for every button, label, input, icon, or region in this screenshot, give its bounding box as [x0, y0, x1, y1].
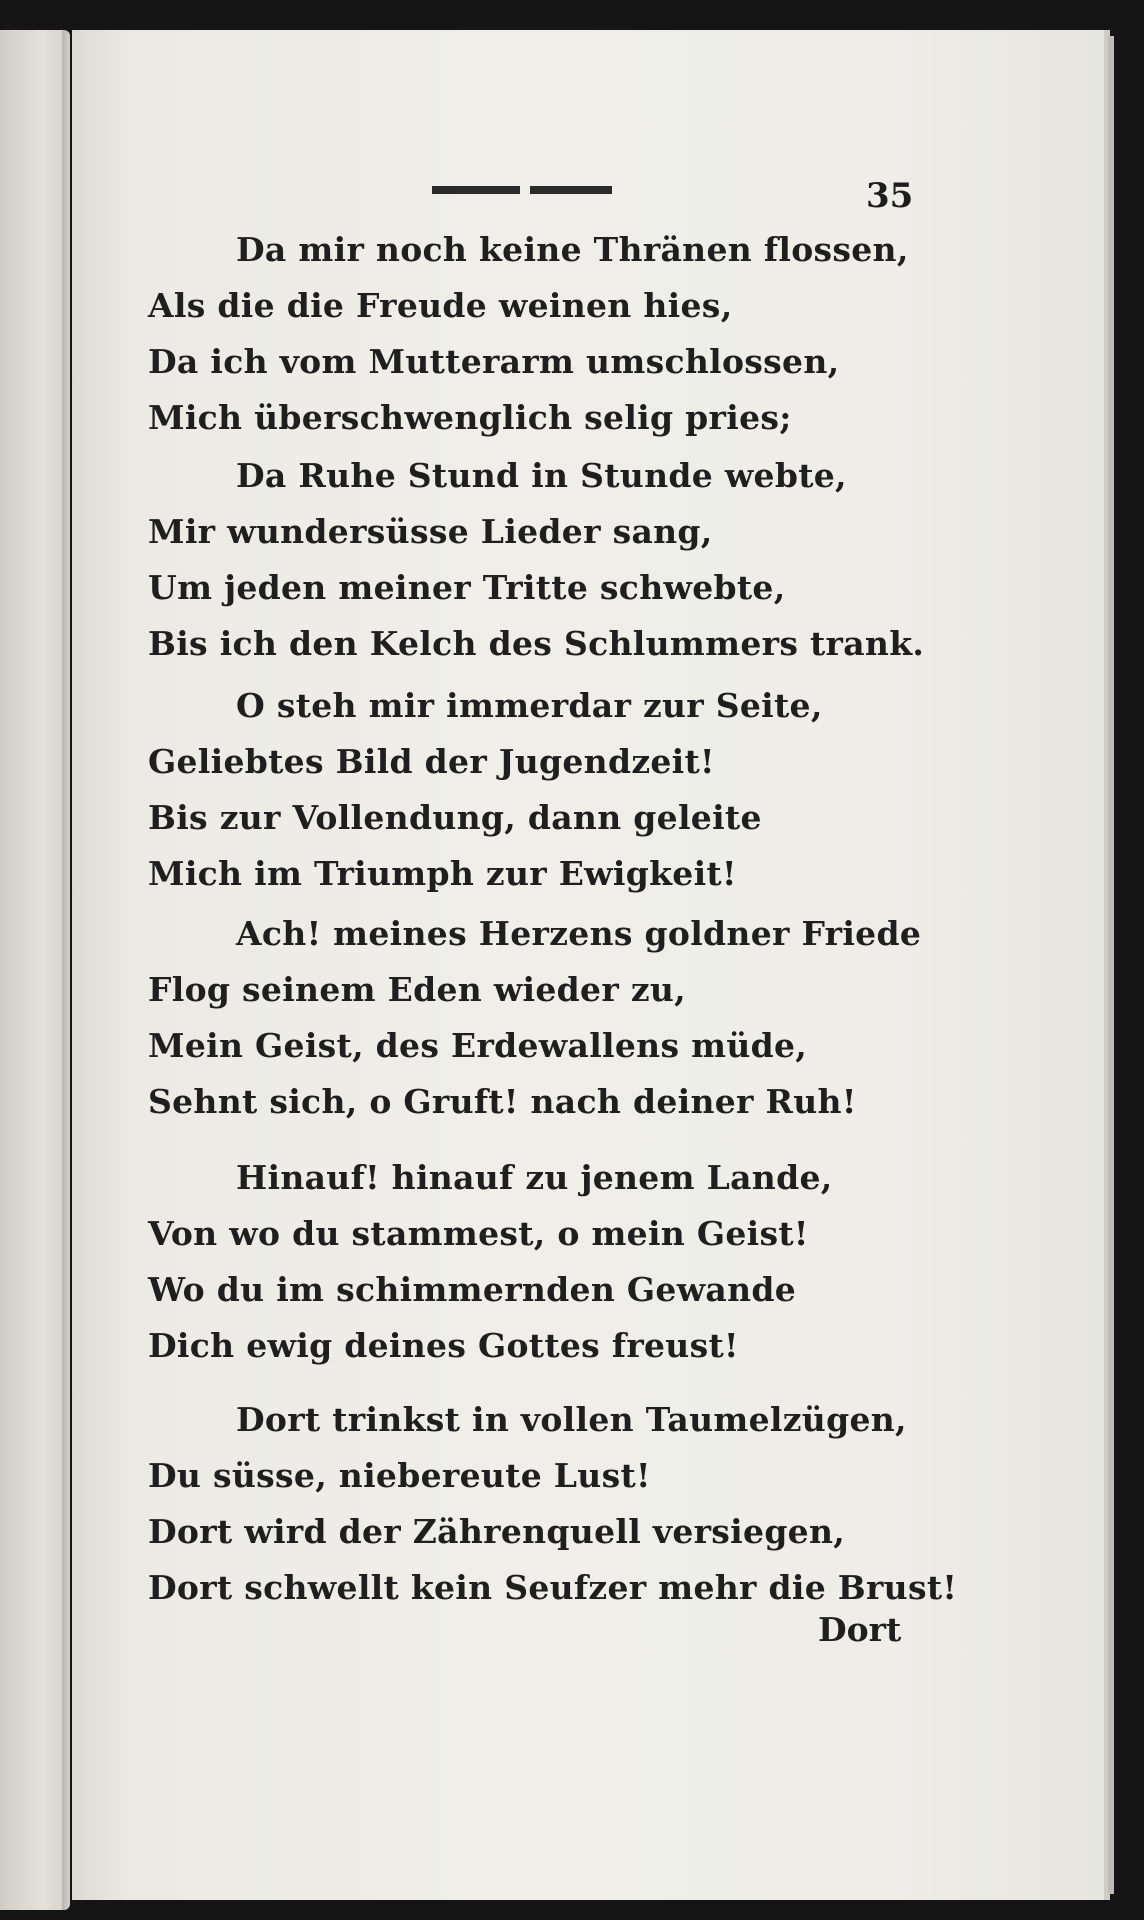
verse-line: Hinauf! hinauf zu jenem Lande, — [236, 1158, 833, 1197]
facing-page-edge — [0, 30, 70, 1910]
page-edge — [1108, 36, 1114, 1894]
verse-line: Mein Geist, des Erdewallens müde, — [148, 1026, 808, 1065]
verse-line: Als die die Freude weinen hies, — [148, 286, 733, 325]
verse-line: Von wo du stammest, o mein Geist! — [148, 1214, 809, 1253]
verse-line: Da ich vom Mutterarm umschlossen, — [148, 342, 840, 381]
verse-line: Dort wird der Zährenquell versiegen, — [148, 1512, 846, 1551]
verse-line: Mich überschwenglich selig pries; — [148, 398, 792, 437]
verse-line: Ach! meines Herzens goldner Friede — [236, 914, 922, 953]
verse-line: Bis zur Vollendung, dann geleite — [148, 798, 762, 837]
catchword: Dort — [818, 1610, 902, 1649]
header-ornament-rule-left — [432, 186, 520, 194]
gutter-shadow — [62, 30, 70, 1910]
page-number: 35 — [866, 176, 914, 216]
verse-line: Wo du im schimmernden Gewande — [148, 1270, 797, 1309]
verse-line: Du süsse, niebereute Lust! — [148, 1456, 651, 1495]
verse-line: Da Ruhe Stund in Stunde webte, — [236, 456, 847, 495]
header-ornament-rule-right — [530, 186, 612, 194]
verse-line: Mich im Triumph zur Ewigkeit! — [148, 854, 737, 893]
stanza-1 — [148, 222, 909, 446]
verse-line: Um jeden meiner Tritte schwebte, — [148, 568, 786, 607]
stanza-3 — [148, 678, 868, 902]
verse-line: O steh mir immerdar zur Seite, — [236, 686, 823, 725]
stanza-5 — [148, 1150, 868, 1374]
verse-line: Sehnt sich, o Gruft! nach deiner Ruh! — [148, 1082, 857, 1121]
verse-line: Bis ich den Kelch des Schlummers trank. — [148, 624, 925, 663]
verse-line: Da mir noch keine Thränen flossen, — [236, 230, 909, 269]
verse-line: Flog seinem Eden wieder zu, — [148, 970, 686, 1009]
verse-line: Dort trinkst in vollen Taumelzügen, — [236, 1400, 907, 1439]
verse-line: Mir wundersüsse Lieder sang, — [148, 512, 713, 551]
stanza-2 — [148, 448, 925, 672]
stanza-6 — [148, 1392, 958, 1616]
verse-line: Dort schwellt kein Seufzer mehr die Brust! — [148, 1568, 958, 1607]
stanza-4 — [148, 906, 922, 1130]
verse-line: Geliebtes Bild der Jugendzeit! — [148, 742, 715, 781]
verse-line: Dich ewig deines Gottes freust! — [148, 1326, 739, 1365]
